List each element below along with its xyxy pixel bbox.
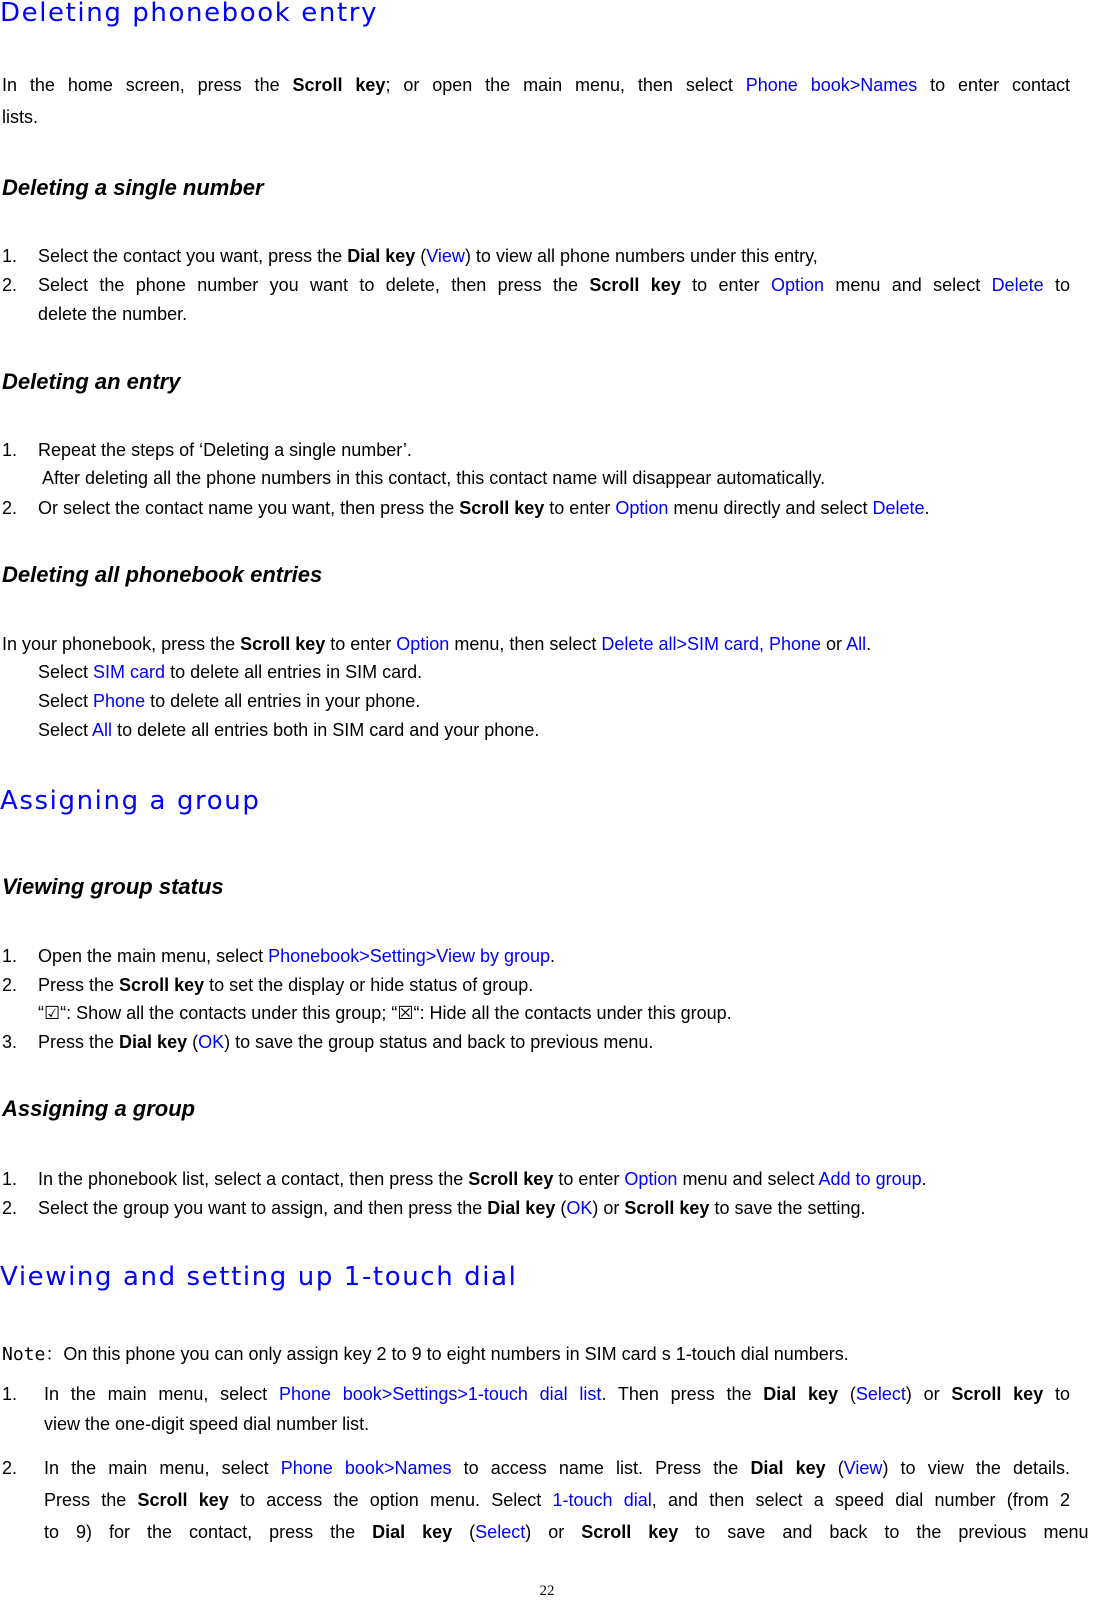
step-number: 1.	[2, 1169, 18, 1189]
step-text: In the main menu, select Phone book>Names to access name list. Press the Dial key (View) to view the details.	[44, 1458, 1071, 1478]
step-note: “☑“: Show all the contacts under this group; “☒“: Hide all the contacts under this group.	[38, 1003, 732, 1023]
step-text-continued: Press the Scroll key to access the option menu. Select 1-touch dial, and then select a speed dial number (from 2	[44, 1490, 1070, 1510]
subheading-single-number: Deleting a single number	[2, 175, 264, 200]
step-text-continued: to 9) for the contact, press the Dial key (Select) or Scroll key to save and back to the previous menu	[44, 1522, 1089, 1542]
step-text: Open the main menu, select Phonebook>Setting>View by group.	[38, 946, 556, 966]
intro-line-1: In the home screen, press the Scroll key; or open the main menu, then select Phone book>Names to enter contact	[2, 75, 1070, 95]
all-line-4: Select All to delete all entries both in SIM card and your phone.	[38, 720, 540, 740]
page-number: 22	[539, 1583, 555, 1599]
subheading-all-entries: Deleting all phonebook entries	[2, 562, 323, 587]
section-title-dial: Viewing and setting up 1-touch dial	[0, 1262, 518, 1292]
step-text: Or select the contact name you want, then press the Scroll key to enter Option menu directly and select Delete.	[38, 498, 930, 518]
step-number: 2.	[2, 498, 18, 518]
step-number: 2.	[2, 275, 18, 295]
step-text: Select the group you want to assign, and then press the Dial key (OK) or Scroll key to save the setting.	[38, 1198, 866, 1218]
step-text: Select the phone number you want to delete, then press the Scroll key to enter Option menu and select Delete to	[38, 275, 1070, 295]
step-number: 1.	[2, 946, 18, 966]
all-line-3: Select Phone to delete all entries in your phone.	[38, 691, 421, 711]
step-number: 2.	[2, 1198, 18, 1218]
step-text-continued: delete the number.	[38, 304, 188, 324]
step-text: In the main menu, select Phone book>Settings>1-touch dial list. Then press the Dial key (Select) or Scroll key to	[44, 1384, 1070, 1404]
note-line: Note：On this phone you can only assign key 2 to 9 to eight numbers in SIM card s 1-touch dial numbers.	[2, 1344, 849, 1365]
section-title-deleting: Deleting phonebook entry	[0, 0, 379, 28]
step-number: 1.	[2, 1384, 18, 1404]
step-text: Press the Scroll key to set the display or hide status of group.	[38, 975, 534, 995]
section-title-group: Assigning a group	[0, 786, 261, 816]
step-number: 2.	[2, 1458, 18, 1478]
step-number: 1.	[2, 246, 18, 266]
crossed-box-icon: ☒	[397, 1003, 414, 1023]
step-number: 3.	[2, 1032, 18, 1052]
subheading-group-status: Viewing group status	[2, 874, 224, 899]
step-text-continued: view the one-digit speed dial number list.	[44, 1414, 370, 1434]
step-note: After deleting all the phone numbers in this contact, this contact name will disappear automatically.	[42, 468, 826, 488]
all-line-1: In your phonebook, press the Scroll key to enter Option menu, then select Delete all>SIM card, Phone or All.	[2, 634, 872, 654]
step-number: 1.	[2, 440, 18, 460]
intro-line-2: lists.	[2, 107, 38, 127]
subheading-assign-group: Assigning a group	[2, 1096, 196, 1121]
checked-box-icon: ☑	[44, 1003, 61, 1023]
step-text: In the phonebook list, select a contact, then press the Scroll key to enter Option menu and select Add to group.	[38, 1169, 927, 1189]
step-number: 2.	[2, 975, 18, 995]
all-line-2: Select SIM card to delete all entries in SIM card.	[38, 662, 423, 682]
step-text: Press the Dial key (OK) to save the group status and back to previous menu.	[38, 1032, 654, 1052]
note-label: Note：	[2, 1344, 64, 1365]
step-text: Repeat the steps of ‘Deleting a single number’.	[38, 440, 412, 460]
subheading-an-entry: Deleting an entry	[2, 369, 181, 394]
step-text: Select the contact you want, press the Dial key (View) to view all phone numbers under this entry,	[38, 246, 818, 266]
